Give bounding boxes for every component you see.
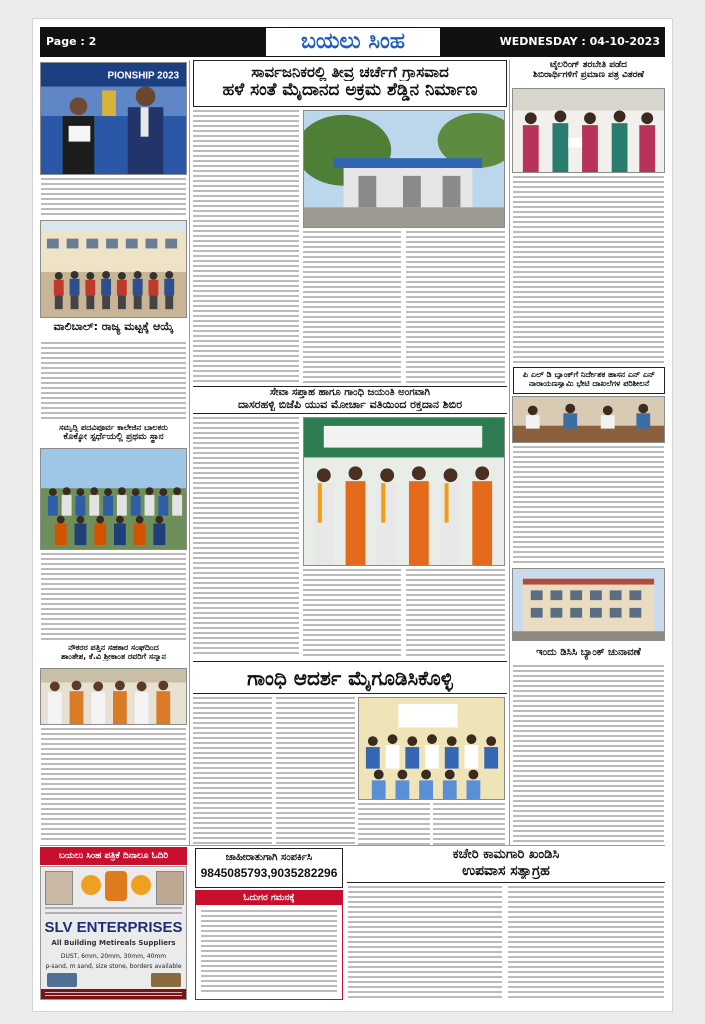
headline-felicitation [40,643,187,667]
advertiser-photo [156,871,184,905]
truck-image [47,973,77,987]
headline-dcc-bank: ಇಂದು ಡಿಸಿಸಿ ಬ್ಯಾಂಕ್ ಚುನಾವಣೆ [536,647,641,658]
truck-image [151,973,181,987]
headline-line: ಕಚೇರಿ ಕಾಮಗಾರಿ ಖಂಡಿಸಿ [452,848,560,862]
photo-kho-kho-team [40,448,187,550]
advertise-phone-numbers: 9845085793,9035282296 [200,866,338,880]
article-body-text [513,446,664,565]
headline-tailoring [512,60,665,86]
page-number: Page : 2 [46,35,97,48]
column-divider [189,60,190,845]
article-body-text [406,569,505,657]
ad-contact-text [45,907,182,917]
article-body-text [513,665,664,845]
headline-line: ಟೈಲರಿಂಗ್ ತರಬೇತಿ ಪಡೆದ [550,60,627,70]
headline-line: ನಾರಾಯಣಸ್ವಾಮಿ ಭೇಟಿ ದಾಖಲೆಗಳ ಪರಿಶೀಲನೆ [528,379,650,389]
headline-line: ಕೊಕ್ಕೋ ಸ್ಪರ್ಧೆಯಲ್ಲಿ ಪ್ರಥಮ ಸ್ಥಾನ [63,432,164,443]
slv-enterprises-ad [40,866,187,1000]
article-body-text [303,231,401,383]
slv-products-line: p-sand, m sand, size stone, borders available [45,963,182,970]
readers-notice-box [195,890,343,1000]
readers-notice-text [201,910,337,994]
award-banner-text: PIONSHIP 2023 [107,70,180,82]
photo-dcc-bank-building [512,568,665,641]
om-icon [131,875,151,895]
issue-date: WEDNESDAY : 04-10-2023 [499,35,660,48]
advertise-contact-title: ಜಾಹೀರಾತುಗಾಗಿ ಸಂಪರ್ಕಿಸಿ [225,852,313,863]
article-body-text [193,110,299,383]
om-icon [81,875,101,895]
headline-line: ನೌಕರರ ಪತ್ತಿನ ಸಹಕಾರ ಸಂಘದಿಂದ [68,643,159,652]
headline-line: ಸೇವಾ ಸಪ್ತಾಹ ಹಾಗೂ ಗಾಂಧಿ ಜಯಂತಿ ಅಂಗವಾಗಿ [269,387,431,398]
photo-santhe-shed [303,110,505,228]
ad-address-strip [41,989,186,999]
column-divider [509,60,510,845]
headline-line: ದಾಸರಹಳ್ಳಿ ಬಿಜೆಪಿ ಯುವ ಮೋರ್ಚಾ ವತಿಯಿಂದ ರಕ್ತದಾನ ಶಿಬಿರ [237,398,463,411]
article-body-text [433,803,505,845]
photo-volleyball-team [40,220,187,318]
headline-line: ಉಪವಾಸ ಸತ್ಯಾಗ್ರಹ [462,862,550,879]
readers-notice-title: ಓದುಗರ ಗಮನಕ್ಕೆ [196,891,342,905]
headline-line: ಹಳೆ ಸಂತೆ ಮೈದಾನದ ಅಕ್ರಮ ಶೆಡ್ಡಿನ ನಿರ್ಮಾಣ [222,81,478,101]
photo-gandhi-jayanti [358,697,505,800]
headline-pld-bank [513,367,665,394]
headline-main [193,60,507,107]
headline-line: ಶಾಂತೇಶ, ಕೆ.ವಿ ಶ್ರೀಕಾಂತ ರವರಿಗೆ ಸನ್ಮಾನ [61,652,166,662]
photo-yoga-award [40,62,187,175]
article-body-text [41,342,186,420]
section-divider [40,845,665,846]
article-body-text [508,886,664,1000]
deity-icon [105,871,127,901]
read-newspaper-banner: ಬಯಲು ಸಿಂಹ ಪತ್ರಿಕೆ ದಿನಾಲೂ ಓದಿರಿ [40,847,187,865]
photo-blood-donation-camp [303,417,505,566]
article-body-text [513,176,664,364]
photo-caption-text [41,178,186,217]
masthead-title: ಬಯಲು ಸಿಂಹ [266,28,440,56]
headline-blood-camp [193,386,507,414]
headline-line: ಸಮೃದ್ಧಿ ಪದವಿಪೂರ್ವ ಕಾಲೇಜಿನ ಬಾಲಕರು [59,423,168,432]
advertiser-photo [45,871,73,905]
ad-address-text [45,992,182,996]
article-body-text [358,803,430,845]
photo-felicitation [40,668,187,725]
article-body-text [348,886,502,1000]
photo-pld-bank-visit [512,396,665,443]
headline-gandhi: ಗಾಂಧಿ ಆದರ್ಶ ಮೈಗೂಡಿಸಿಕೊಳ್ಳಿ [193,661,507,694]
headline-line: ಪಿ ಎಲ್ ಡಿ ಬ್ಯಾಂಕ್‌ಗೆ ನಿರ್ದೇಶಕ ಹಾಸನ ಎನ್ ಎನ್ [522,370,656,379]
headline-volleyball: ವಾಲಿಬಾಲ್: ರಾಜ್ಯ ಮಟ್ಟಕ್ಕೆ ಆಯ್ಕೆ [53,321,174,333]
article-body-text [193,417,299,657]
photo-tailoring-certificates [512,88,665,173]
article-body-text [303,569,401,657]
headline-kho-kho [40,423,187,447]
article-body-text [276,697,355,845]
article-body-text [41,553,186,640]
advertise-contact-box [195,848,343,888]
headline-line: ಸಾರ್ವಜನಿಕರಲ್ಲಿ ತೀವ್ರ ಚರ್ಚೆಗೆ ಗ್ರಾಸವಾದ [251,64,449,81]
headline-hunger-strike [347,848,665,883]
slv-tagline: All Building Metireals Suppliers [51,939,176,947]
slv-products-line: DUST, 6mm, 20mm, 30mm, 40mm [60,953,167,960]
article-body-text [193,697,272,845]
article-body-text [41,728,186,843]
headline-line: ಶಿಬಿರಾರ್ಥಿಗಳಿಗೆ ಪ್ರಮಾಣ ಪತ್ರ ವಿತರಣೆ [533,70,644,81]
article-body-text [406,231,505,383]
slv-company-name: SLV ENTERPRISES [44,919,183,936]
